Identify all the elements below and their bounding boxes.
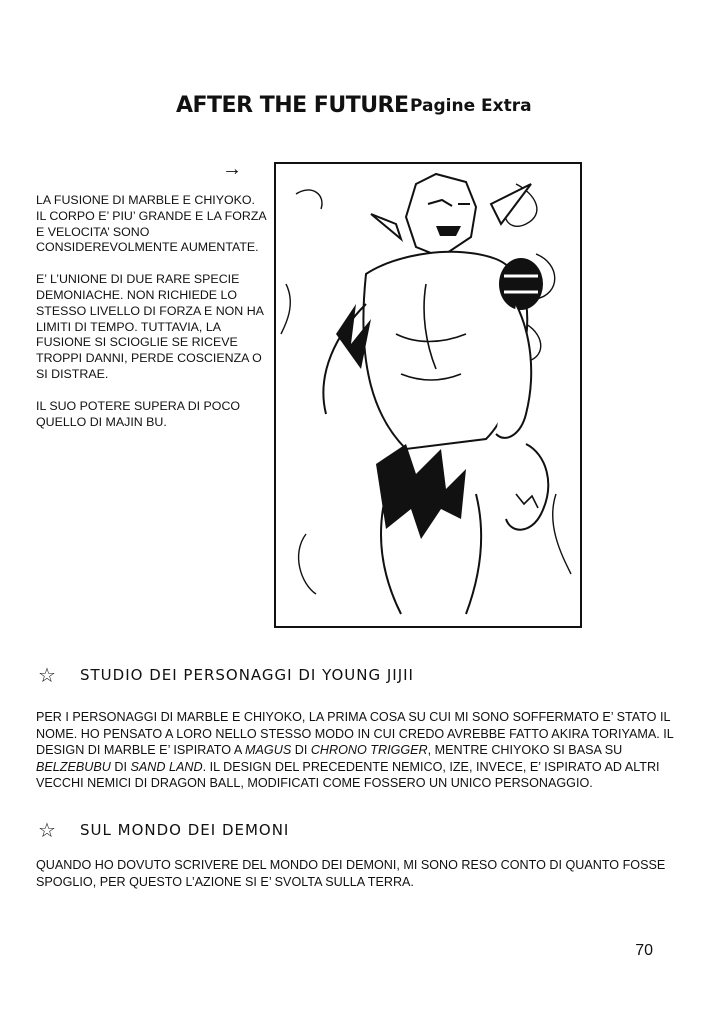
body-italic: MAGUS: [245, 743, 292, 757]
body-text: , MENTRE CHIYOKO SI BASA SU: [427, 743, 623, 757]
arrow-icon: →: [222, 158, 242, 180]
body-text: DI: [291, 743, 311, 757]
page-title: AFTER THE FUTURE: [176, 93, 409, 118]
page-subtitle: Pagine Extra: [410, 96, 532, 116]
character-illustration: [274, 162, 582, 628]
star-icon: ☆: [38, 818, 57, 842]
section-heading-character-study: [38, 663, 414, 687]
page-number: 70: [635, 942, 653, 959]
body-text: . IL DESIGN DEL PRECEDENTE NEMICO, IZE, INVECE, E’ ISPIRATO AD ALTRI VECCHI NEMICI DI DRAGON BALL, MODIFICATI COME FOSSERO UN UNICO PERSONAGGIO.: [36, 759, 660, 790]
description-paragraph: IL SUO POTERE SUPERA DI POCO QUELLO DI MAJIN BU.: [36, 398, 241, 429]
description-paragraph: LA FUSIONE DI MARBLE E CHIYOKO. IL CORPO E’ PIU’ GRANDE E LA FORZA E VELOCITA’ SONO CONSIDEREVOLMENTE AUMENTATE.: [36, 193, 266, 255]
section-body-character-study: [36, 709, 676, 792]
body-italic: SAND LAND: [130, 759, 203, 774]
section-heading-demon-world: [38, 818, 289, 842]
star-icon: ☆: [38, 663, 57, 687]
section-heading-text: SUL MONDO DEI DEMONI: [80, 821, 290, 839]
character-description: [36, 193, 266, 446]
section-body-demon-world: QUANDO HO DOVUTO SCRIVERE DEL MONDO DEI DEMONI, MI SONO RESO CONTO DI QUANTO FOSSE SPOGLIO, PER QUESTO L’AZIONE SI E’ SVOLTA SULLA TERRA.: [36, 858, 666, 889]
body-text: DI: [110, 759, 131, 774]
body-italic: CHRONO TRIGGER: [310, 743, 428, 757]
body-italic: BELZEBUBU: [36, 759, 111, 774]
description-paragraph: E’ L’UNIONE DI DUE RARE SPECIE DEMONIACHE. NON RICHIEDE LO STESSO LIVELLO DI FORZA E NON HA LIMITI DI TEMPO. TUTTAVIA, LA FUSIONE SI SCIOGLIE SE RICEVE TROPPI DANNI, PERDE COSCIENZA O SI DISTRAE.: [36, 272, 264, 381]
body-text: PER I PERSONAGGI DI MARBLE E CHIYOKO, LA PRIMA COSA SU CUI MI SONO SOFFERMATO E’ STATO IL NOME. HO PENSATO A LORO NELLO STESSO MODO IN CUI CREDO AVREBBE FATTO AKIRA TORIYAMA. IL DESIGN DI MARBLE E’ ISPIRATO A: [36, 710, 674, 757]
demon-figure-icon: [276, 164, 580, 626]
section-heading-text: STUDIO DEI PERSONAGGI DI YOUNG JIJII: [80, 666, 414, 684]
